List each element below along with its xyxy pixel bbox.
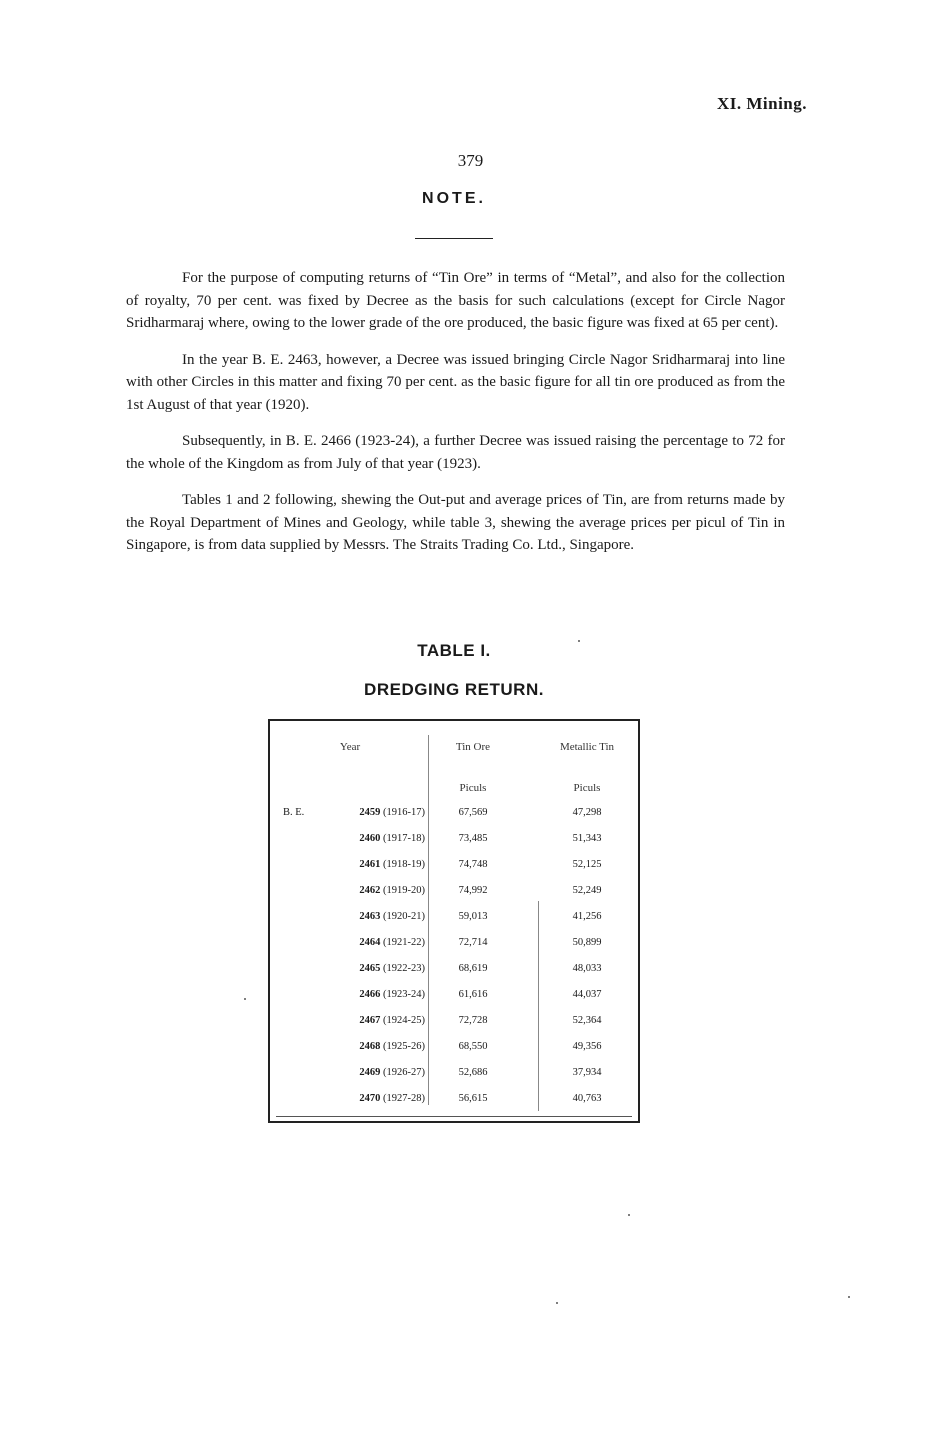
ad-year: (1921-22) xyxy=(383,937,425,948)
year-cell xyxy=(325,989,425,1000)
table-row xyxy=(270,885,638,911)
tin-ore-cell: 74,992 xyxy=(458,885,488,896)
tin-ore-cell: 68,619 xyxy=(458,963,488,974)
unit-tin-ore: Piculs xyxy=(459,782,487,794)
year-cell xyxy=(325,807,425,818)
year-cell xyxy=(325,833,425,844)
scan-speck xyxy=(244,998,246,1000)
metallic-tin-cell: 49,356 xyxy=(572,1041,602,1052)
scan-speck xyxy=(848,1296,850,1298)
table-row xyxy=(270,833,638,859)
be-year: 2468 xyxy=(359,1041,381,1052)
ad-year: (1922-23) xyxy=(383,963,425,974)
ad-year: (1917-18) xyxy=(383,833,425,844)
table-row xyxy=(270,1067,638,1093)
year-cell xyxy=(325,859,425,870)
be-year: 2464 xyxy=(359,937,381,948)
tin-ore-cell: 59,013 xyxy=(458,911,488,922)
be-year: 2466 xyxy=(359,989,381,1000)
unit-metallic-tin: Piculs xyxy=(573,782,601,794)
tin-ore-cell: 74,748 xyxy=(458,859,488,870)
row-prefix: B. E. xyxy=(283,807,305,818)
year-cell xyxy=(325,1015,425,1026)
year-cell xyxy=(325,885,425,896)
ad-year: (1924-25) xyxy=(383,1015,425,1026)
scan-speck xyxy=(628,1214,630,1216)
tin-ore-cell: 56,615 xyxy=(458,1093,488,1104)
table-row xyxy=(270,859,638,885)
column-header-year: Year xyxy=(339,741,361,753)
year-cell xyxy=(325,1067,425,1078)
metallic-tin-cell: 37,934 xyxy=(572,1067,602,1078)
table-row xyxy=(270,963,638,989)
note-paragraph-2: In the year B. E. 2463, however, a Decree was issued bringing Circle Nagor Sridharmaraj into line with other Circles in this matter and fixing 70 per cent. as the basic figure for all tin ore produced as from the 1st August of that year (1920). xyxy=(126,351,785,413)
year-cell xyxy=(325,1093,425,1104)
ad-year: (1927-28) xyxy=(383,1093,425,1104)
ad-year: (1918-19) xyxy=(383,859,425,870)
metallic-tin-cell: 52,125 xyxy=(572,859,602,870)
section-header: XI. Mining. xyxy=(716,94,807,113)
scan-speck xyxy=(556,1302,558,1304)
metallic-tin-cell: 50,899 xyxy=(572,937,602,948)
be-year: 2463 xyxy=(359,911,381,922)
year-cell xyxy=(325,963,425,974)
ad-year: (1916-17) xyxy=(383,807,425,818)
ad-year: (1925-26) xyxy=(383,1041,425,1052)
table-bottom-rule xyxy=(276,1116,632,1117)
note-title: NOTE. xyxy=(422,190,486,207)
metallic-tin-cell: 52,249 xyxy=(572,885,602,896)
tin-ore-cell: 72,714 xyxy=(458,937,488,948)
ad-year: (1926-27) xyxy=(383,1067,425,1078)
tin-ore-cell: 67,569 xyxy=(458,807,488,818)
metallic-tin-cell: 48,033 xyxy=(572,963,602,974)
page-number: 379 xyxy=(457,151,484,170)
ad-year: (1919-20) xyxy=(383,885,425,896)
tin-ore-cell: 73,485 xyxy=(458,833,488,844)
be-year: 2461 xyxy=(359,859,381,870)
year-cell xyxy=(325,937,425,948)
ad-year: (1920-21) xyxy=(383,911,425,922)
be-year: 2465 xyxy=(359,963,381,974)
table-row xyxy=(270,807,638,833)
tin-ore-cell: 72,728 xyxy=(458,1015,488,1026)
note-paragraph-4: Tables 1 and 2 following, shewing the Out-put and average prices of Tin, are from returns made by the Royal Department of Mines and Geology, while table 3, shewing the average prices per picul of Tin in Singapore, is from data supplied by Messrs. The Straits Trading Co. Ltd., Singapore. xyxy=(126,492,785,553)
column-header-metallic-tin: Metallic Tin xyxy=(559,741,615,753)
be-year: 2459 xyxy=(359,807,381,818)
metallic-tin-cell: 44,037 xyxy=(572,989,602,1000)
tin-ore-cell: 61,616 xyxy=(458,989,488,1000)
metallic-tin-cell: 40,763 xyxy=(572,1093,602,1104)
metallic-tin-cell: 41,256 xyxy=(572,911,602,922)
note-paragraph-3: Subsequently, in B. E. 2466 (1923-24), a further Decree was issued raising the percentage to 72 for the whole of the Kingdom as from July of that year (1923). xyxy=(126,433,785,472)
be-year: 2460 xyxy=(359,833,381,844)
note-body xyxy=(126,267,785,571)
table-row xyxy=(270,989,638,1015)
table-subtitle: DREDGING RETURN. xyxy=(364,680,544,699)
table-title: TABLE I. xyxy=(417,641,491,660)
metallic-tin-cell: 47,298 xyxy=(572,807,602,818)
tin-ore-cell: 52,686 xyxy=(458,1067,488,1078)
table-row xyxy=(270,937,638,963)
title-rule xyxy=(415,238,493,239)
metallic-tin-cell: 52,364 xyxy=(572,1015,602,1026)
table-row xyxy=(270,1041,638,1067)
scan-speck xyxy=(578,640,580,642)
be-year: 2470 xyxy=(359,1093,381,1104)
be-year: 2462 xyxy=(359,885,381,896)
be-year: 2469 xyxy=(359,1067,381,1078)
column-header-tin-ore: Tin Ore xyxy=(455,741,491,753)
ad-year: (1923-24) xyxy=(383,989,425,1000)
dredging-return-table xyxy=(268,719,640,1123)
tin-ore-cell: 68,550 xyxy=(458,1041,488,1052)
metallic-tin-cell: 51,343 xyxy=(572,833,602,844)
year-cell xyxy=(325,911,425,922)
table-row xyxy=(270,1015,638,1041)
be-year: 2467 xyxy=(359,1015,381,1026)
year-cell xyxy=(325,1041,425,1052)
table-row xyxy=(270,911,638,937)
note-paragraph-1: For the purpose of computing returns of “Tin Ore” in terms of “Metal”, and also for the collection of royalty, 70 per cent. was fixed by Decree as the basis for such calculations (except for Circle Nagor Sridharmaraj where, owing to the lower grade of the ore produced, the basic figure was fixed at 65 per cent). xyxy=(126,270,785,331)
